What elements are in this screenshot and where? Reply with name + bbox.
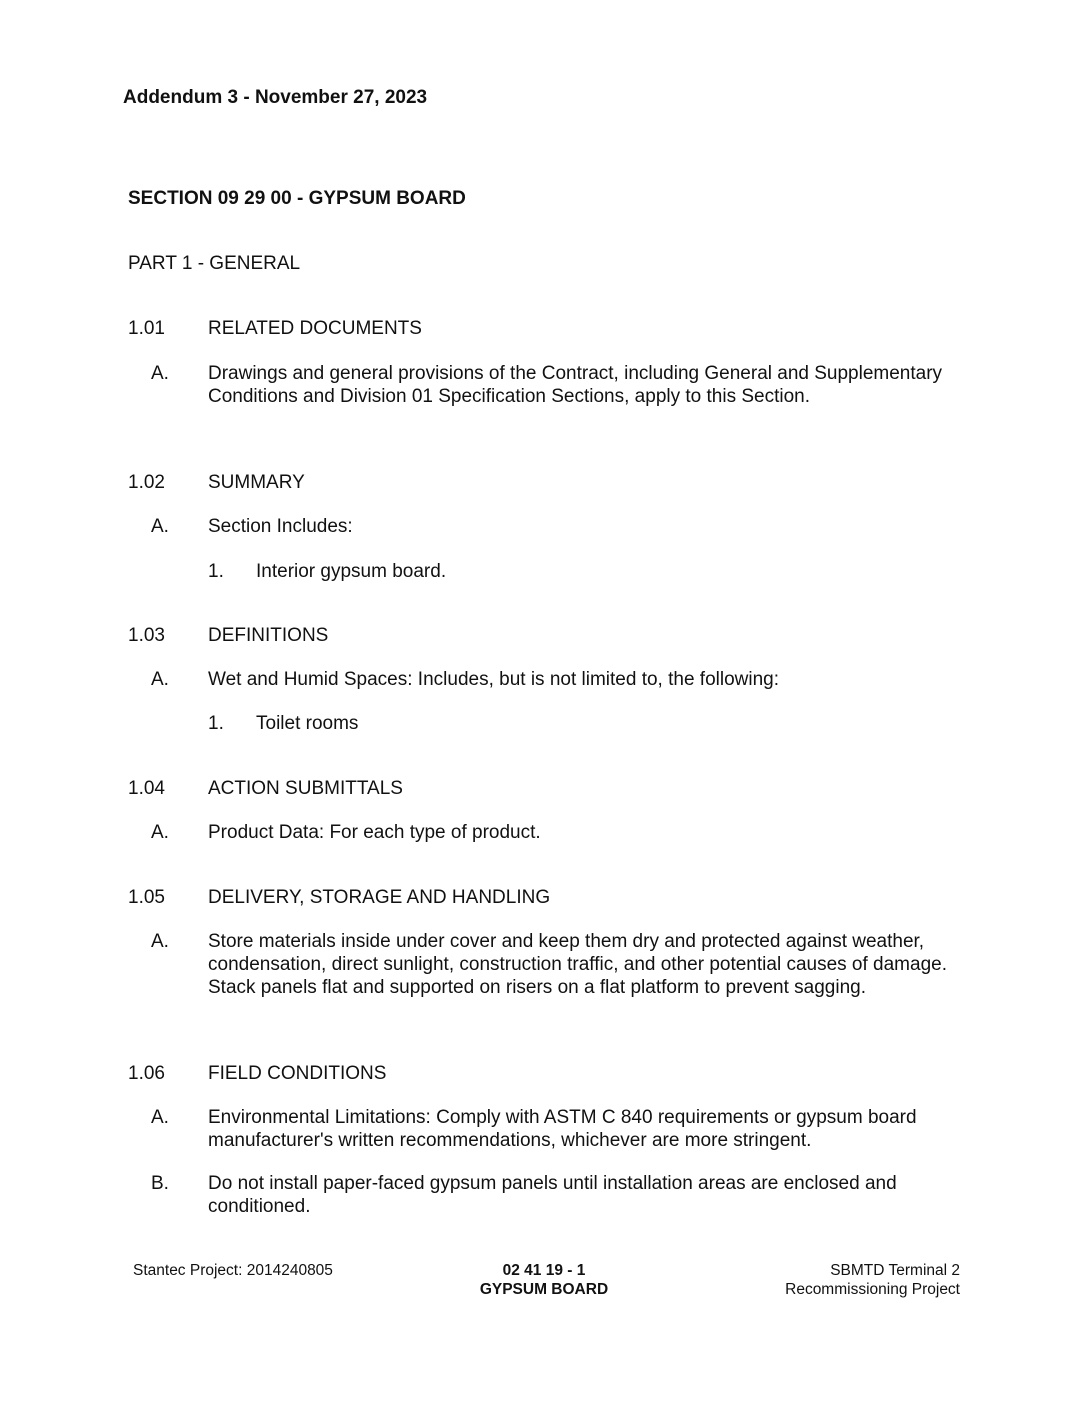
item-text: Environmental Limitations: Comply with ASTM C 840 requirements or gypsum board manufacturer's written recommendations, whichever are more stringent. [208, 1107, 917, 1151]
footer-project-number: Stantec Project: 2014240805 [133, 1262, 333, 1279]
addendum-line: Addendum 3 - November 27, 2023 [123, 87, 428, 108]
article-number: 1.06 [128, 1063, 165, 1084]
item-label: A. [151, 822, 169, 843]
article-number: 1.05 [128, 887, 165, 908]
section-title: SECTION 09 29 00 - GYPSUM BOARD [128, 188, 466, 209]
footer-section-name: GYPSUM BOARD [479, 1281, 609, 1298]
article-number: 1.02 [128, 472, 165, 493]
footer-page-number: 02 41 19 - 1 [502, 1262, 586, 1279]
subitem-text: Toilet rooms [256, 713, 359, 734]
item-text: Product Data: For each type of product. [208, 822, 541, 843]
subitem-text: Interior gypsum board. [256, 561, 447, 582]
article-title: RELATED DOCUMENTS [208, 318, 422, 339]
item-label: A. [151, 516, 169, 537]
article-title: SUMMARY [208, 472, 305, 493]
item-label: A. [151, 931, 169, 952]
item-text: Wet and Humid Spaces: Includes, but is not limited to, the following: [208, 669, 780, 690]
article-number: 1.01 [128, 318, 165, 339]
footer-project-subtitle: Recommissioning Project [785, 1281, 960, 1298]
article-title: DEFINITIONS [208, 625, 329, 646]
item-text: Store materials inside under cover and keep them dry and protected against weather, condensation, direct sunlight, construction traffic, and other potential causes of damage. Stack panels flat and supported on risers on a flat platform to prevent sagging. [208, 931, 947, 998]
article-title: FIELD CONDITIONS [208, 1063, 387, 1084]
part-heading: PART 1 - GENERAL [128, 253, 301, 274]
item-text: Do not install paper-faced gypsum panels until installation areas are enclosed and conditioned. [208, 1173, 897, 1217]
item-label: A. [151, 669, 169, 690]
subitem-label: 1. [208, 561, 224, 582]
article-number: 1.04 [128, 778, 165, 799]
item-label: B. [151, 1173, 169, 1194]
item-text: Drawings and general provisions of the Contract, including General and Supplementary Conditions and Division 01 Specification Sections, apply to this Section. [208, 363, 943, 407]
article-number: 1.03 [128, 625, 165, 646]
subitem-label: 1. [208, 713, 224, 734]
article-title: DELIVERY, STORAGE AND HANDLING [208, 887, 551, 908]
footer-project-name: SBMTD Terminal 2 [830, 1262, 960, 1279]
item-label: A. [151, 1107, 169, 1128]
article-title: ACTION SUBMITTALS [208, 778, 403, 799]
item-text: Section Includes: [208, 516, 353, 537]
item-label: A. [151, 363, 169, 384]
